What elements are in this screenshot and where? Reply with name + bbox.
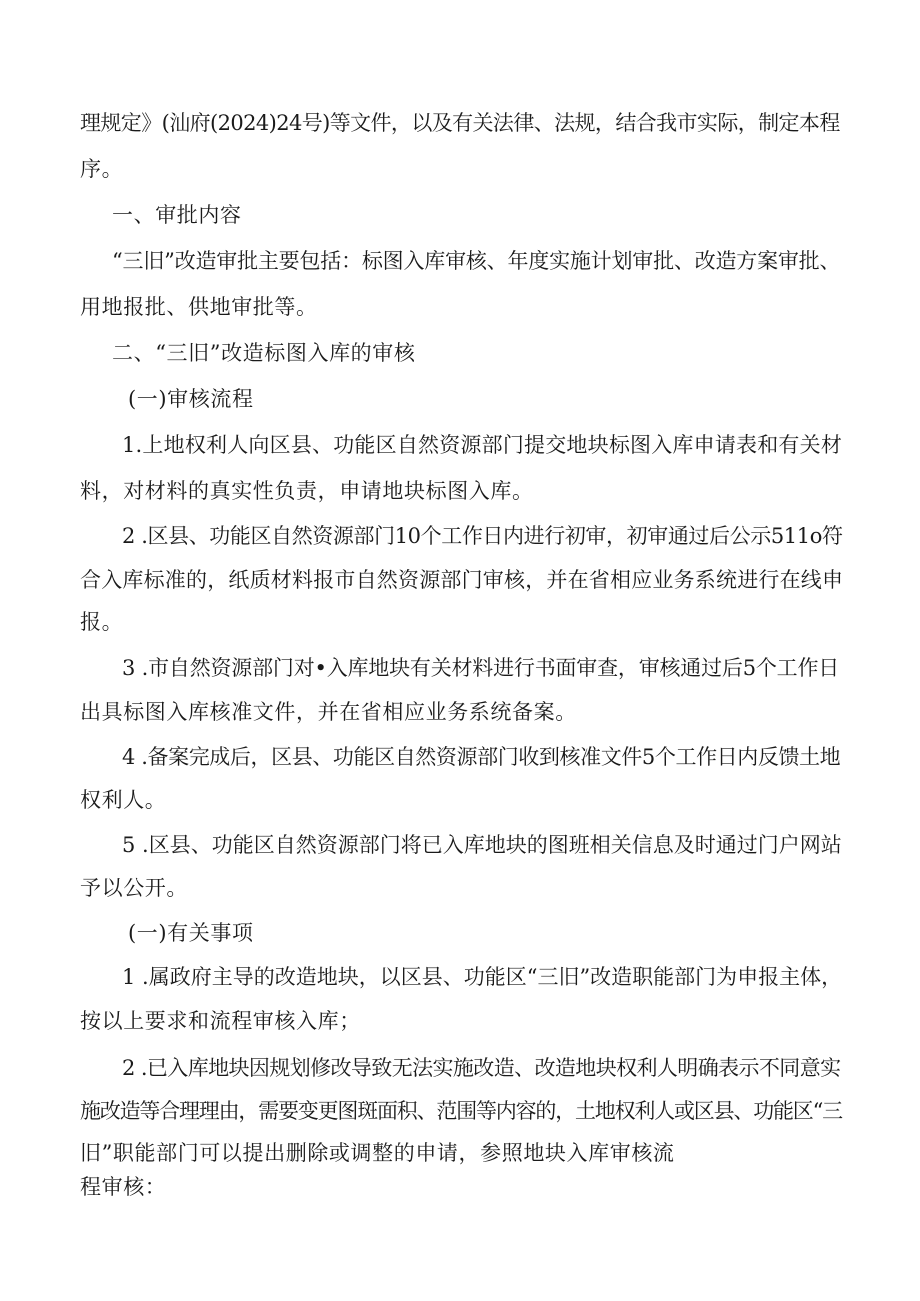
text-line: 3 .市自然资源部门对•入库地块有关材料进行书面审查，审核通过后5个工作日 (122, 656, 840, 680)
text-line: 予以公开。 (80, 876, 188, 900)
text-line: 权利人。 (80, 788, 167, 812)
text-line: 5 .区县、功能区自然资源部门将已入库地块的图班相关信息及时通过门户网站 (122, 833, 842, 857)
text-line: 1.上地权利人向区县、功能区自然资源部门提交地块标图入库申请表和有关材 (122, 433, 843, 457)
section-heading: 一、审批内容 (112, 203, 242, 227)
text-line: 旧”职能部门可以提出删除或调整的申请，参照地块入库审核流 (80, 1141, 675, 1165)
subsection-heading: (一)有关事项 (128, 921, 254, 945)
text-line: 程审核： (80, 1175, 167, 1199)
text-line: 用地报批、供地审批等。 (80, 295, 318, 319)
text-line: 施改造等合理理由，需要变更图斑面积、范围等内容的，土地权利人或区县、功能区“三 (80, 1099, 842, 1123)
text-line: 出具标图入库核准文件，并在省相应业务系统备案。 (80, 700, 577, 724)
section-heading: 二、“三旧”改造标图入库的审核 (112, 341, 416, 365)
text-line: 报。 (80, 610, 124, 634)
text-line: 合入库标准的，纸质材料报市自然资源部门审核，并在省相应业务系统进行在线申 (80, 568, 844, 592)
text-line: 4 .备案完成后，区县、功能区自然资源部门收到核准文件5个工作日内反馈土地 (122, 745, 841, 769)
subsection-heading: (一)审核流程 (128, 387, 254, 411)
text-line: 2 .区县、功能区自然资源部门10个工作日内进行初审，初审通过后公示511o符 (122, 524, 843, 548)
text-line: 2 .已入库地块因规划修改导致无法实施改造、改造地块权利人明确表示不同意实 (122, 1056, 841, 1080)
text-line: 料，对材料的真实性负责，申请地块标图入库。 (80, 479, 534, 503)
text-line: 序。 (80, 157, 124, 181)
text-line: “三旧”改造审批主要包括：标图入库审核、年度实施计划审批、改造方案审批、 (112, 249, 841, 273)
text-line: 按以上要求和流程审核入库； (80, 1009, 361, 1033)
text-line: 理规定》(汕府(2024)24号)等文件，以及有关法律、法规，结合我市实际，制定本程 (80, 111, 840, 135)
text-line: 1 .属政府主导的改造地块，以区县、功能区“三旧”改造职能部门为申报主体， (122, 965, 843, 989)
